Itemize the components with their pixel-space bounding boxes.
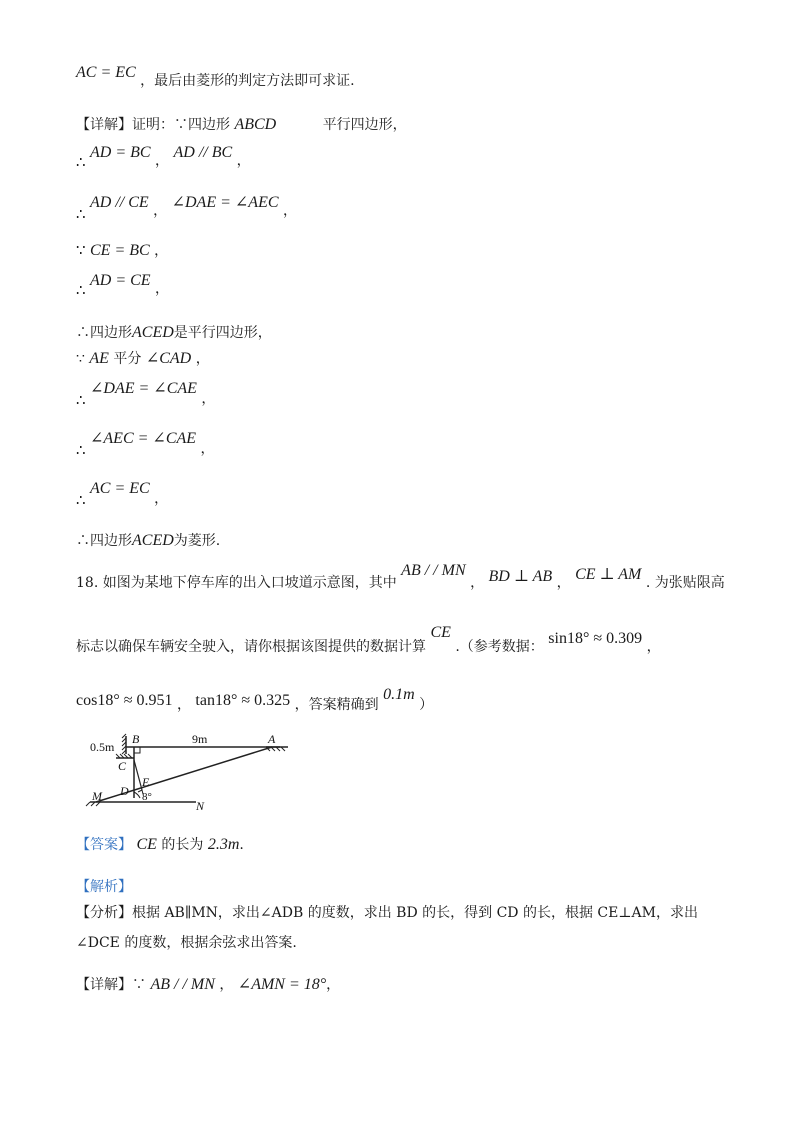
problem-number: 18. bbox=[76, 575, 99, 591]
comma: ， bbox=[155, 281, 170, 297]
comma: ， bbox=[195, 351, 210, 367]
math-expr: ABCD bbox=[234, 116, 277, 133]
line-11 bbox=[76, 478, 169, 509]
math-expr: AE bbox=[89, 350, 109, 367]
analysis-label: 【分析】 bbox=[76, 905, 132, 921]
answer-value: 2.3m bbox=[207, 836, 240, 853]
comma: ， bbox=[282, 203, 297, 219]
text: ∴四边形 bbox=[76, 533, 132, 549]
math-expr: CE bbox=[430, 624, 451, 641]
text: 为菱形. bbox=[173, 533, 221, 549]
math-expr: AD = BC bbox=[90, 144, 151, 161]
segment-ce bbox=[134, 760, 142, 790]
angle-arc bbox=[134, 792, 140, 798]
comma: ， bbox=[470, 575, 485, 591]
therefore-symbol: ∴ bbox=[76, 205, 86, 223]
label-a: A bbox=[268, 732, 276, 746]
math-expr: 0.1m bbox=[383, 686, 415, 703]
comma: ， bbox=[201, 391, 216, 407]
line-9 bbox=[76, 378, 216, 409]
text: ， bbox=[326, 977, 341, 993]
text: . 为张贴限高 bbox=[645, 575, 725, 591]
math-expr: CE = BC bbox=[90, 242, 150, 259]
answer-label: 【答案】 bbox=[76, 837, 132, 853]
math-expr: AD // BC bbox=[173, 144, 233, 161]
math-expr: AB / / MN bbox=[401, 562, 466, 579]
comma: ， bbox=[219, 977, 234, 993]
because-symbol: ∵ bbox=[76, 241, 86, 259]
therefore-symbol: ∴ bbox=[76, 391, 86, 409]
detail-label: 【详解】 bbox=[76, 977, 132, 993]
therefore-symbol: ∴ bbox=[76, 153, 86, 171]
math-expr: AC = EC bbox=[90, 480, 150, 497]
comma: ， bbox=[176, 697, 191, 713]
line-12 bbox=[76, 530, 220, 550]
text: ，最后由菱形的判定方法即可求证. bbox=[140, 73, 355, 89]
comma: ， bbox=[154, 243, 169, 259]
math-expr: ACED bbox=[132, 532, 174, 549]
comma: ， bbox=[154, 491, 169, 507]
math-expr: ∠AEC = ∠CAE bbox=[90, 430, 197, 447]
label-9m: 9m bbox=[192, 732, 208, 746]
therefore-symbol: ∴ bbox=[76, 441, 86, 459]
line-10 bbox=[76, 428, 215, 459]
line-1 bbox=[76, 62, 355, 89]
analysis-heading: 【解析】 bbox=[76, 879, 132, 895]
detail-line bbox=[76, 974, 340, 994]
comma: ， bbox=[200, 441, 215, 457]
text: ，答案精确到 bbox=[294, 697, 379, 713]
label-d: D bbox=[120, 784, 129, 798]
math-expr: CE bbox=[136, 836, 157, 853]
comma: ， bbox=[153, 203, 168, 219]
line-6 bbox=[76, 270, 170, 299]
math-expr: cos18° ≈ 0.951 bbox=[76, 692, 173, 709]
math-expr: tan18° ≈ 0.325 bbox=[195, 692, 291, 709]
problem-line-1 bbox=[76, 560, 725, 591]
math-expr: AC = EC bbox=[76, 64, 136, 81]
comma: ， bbox=[155, 153, 170, 169]
text: 的长为 bbox=[161, 837, 204, 853]
detail-label: 【详解】 bbox=[76, 117, 132, 133]
comma: ， bbox=[556, 575, 571, 591]
line-8 bbox=[76, 348, 210, 368]
label-c: C bbox=[118, 759, 127, 773]
label-0-5m: 0.5m bbox=[90, 740, 115, 754]
comma: ， bbox=[646, 639, 661, 655]
because-symbol: ∵ bbox=[76, 351, 85, 367]
geometry-figure bbox=[80, 730, 300, 820]
math-expr: ∠DAE = ∠AEC bbox=[171, 194, 279, 211]
math-expr: AD // CE bbox=[90, 194, 149, 211]
math-expr: ∠DAE = ∠CAE bbox=[90, 380, 197, 397]
right-angle-b bbox=[134, 747, 140, 753]
because-symbol: ∵ bbox=[132, 977, 146, 993]
answer-line bbox=[76, 834, 244, 854]
label-m: M bbox=[92, 789, 102, 803]
text: 是平行四边形， bbox=[173, 325, 272, 341]
text: 平分 bbox=[113, 351, 142, 367]
math-expr: AD = CE bbox=[90, 272, 151, 289]
line-4 bbox=[76, 192, 297, 223]
math-expr: sin18° ≈ 0.309 bbox=[548, 630, 643, 647]
text: . bbox=[239, 837, 244, 853]
math-expr: CE ⊥ AM bbox=[575, 566, 642, 583]
text: ∴四边形 bbox=[76, 325, 132, 341]
text: ） bbox=[419, 697, 434, 713]
math-expr: BD ⊥ AB bbox=[488, 568, 553, 585]
text: 如图为某地下停车库的出入口坡道示意图，其中 bbox=[102, 575, 397, 591]
analysis-text: 根据 AB∥MN，求出∠ADB 的度数，求出 BD 的长，得到 CD 的长，根据 CE⊥AM，求出∠DCE 的度数，根据余弦求出答案. bbox=[76, 905, 698, 951]
label-n: N bbox=[196, 799, 205, 813]
math-expr: AB / / MN bbox=[150, 976, 215, 993]
line-2 bbox=[76, 114, 407, 134]
line-3 bbox=[76, 142, 251, 171]
label-e: E bbox=[142, 775, 150, 789]
problem-line-3 bbox=[76, 684, 434, 713]
text: .（参考数据： bbox=[455, 639, 544, 655]
line-5 bbox=[76, 240, 168, 260]
comma: ， bbox=[236, 153, 251, 169]
math-expr: ∠AMN = 18° bbox=[237, 976, 327, 993]
text: 平行四边形， bbox=[322, 117, 407, 133]
therefore-symbol: ∴ bbox=[76, 281, 86, 299]
label-b: B bbox=[132, 732, 140, 746]
problem-line-2 bbox=[76, 622, 661, 655]
label-angle: 8° bbox=[142, 791, 152, 803]
math-expr: ∠CAD bbox=[145, 350, 192, 367]
analysis-paragraph bbox=[76, 898, 726, 958]
line-7 bbox=[76, 322, 272, 342]
therefore-symbol: ∴ bbox=[76, 491, 86, 509]
math-expr: ACED bbox=[132, 324, 174, 341]
text: 标志以确保车辆安全驶入，请你根据该图提供的数据计算 bbox=[76, 639, 426, 655]
text: 证明：∵四边形 bbox=[132, 117, 230, 133]
